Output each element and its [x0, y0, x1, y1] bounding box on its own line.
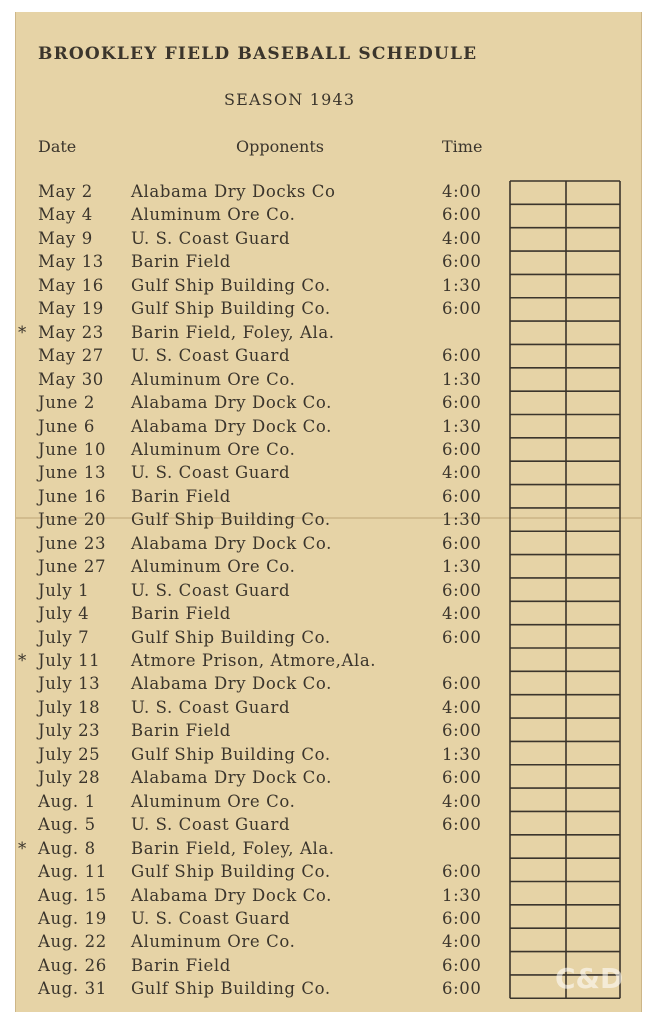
schedule-title: BROOKLEY FIELD BASEBALL SCHEDULE — [38, 44, 478, 64]
game-date: June 2 — [38, 393, 95, 413]
table-row — [0, 229, 500, 252]
game-date: July 11 — [38, 651, 101, 670]
game-opponent: Atmore Prison, Atmore,Ala. — [131, 651, 377, 670]
game-opponent: Barin Field — [131, 721, 231, 741]
game-date: Aug. 1 — [38, 791, 96, 811]
opponents-column-header: Opponents — [236, 137, 324, 156]
game-opponent: Gulf Ship Building Co. — [131, 862, 331, 882]
game-date: June 10 — [38, 439, 107, 459]
game-opponent: U. S. Coast Guard — [131, 815, 291, 835]
game-time: 6:00 — [442, 862, 482, 882]
game-opponent: Gulf Ship Building Co. — [131, 979, 331, 999]
game-opponent: Alabama Dry Dock Co. — [131, 416, 333, 436]
game-opponent: Alabama Dry Dock Co. — [131, 885, 333, 905]
table-row — [0, 276, 500, 299]
game-time: 4:00 — [442, 791, 482, 811]
game-date: Aug. 15 — [38, 885, 107, 905]
game-time: 6:00 — [442, 955, 482, 975]
game-opponent: U. S. Coast Guard — [131, 346, 291, 366]
table-row — [0, 862, 500, 885]
game-date: July 1 — [38, 580, 90, 600]
game-time: 1:30 — [442, 510, 482, 530]
game-time: 1:30 — [442, 369, 482, 389]
table-row — [0, 979, 500, 1002]
game-opponent: U. S. Coast Guard — [131, 580, 291, 600]
game-opponent: Alabama Dry Dock Co. — [131, 393, 333, 413]
game-date: Aug. 8 — [38, 838, 96, 858]
game-time: 6:00 — [442, 439, 482, 459]
game-date: May 4 — [38, 205, 93, 225]
table-row — [0, 698, 500, 721]
game-time: 6:00 — [442, 299, 482, 319]
table-row — [0, 815, 500, 838]
table-row — [0, 909, 500, 932]
game-time: 6:00 — [442, 674, 482, 694]
game-opponent: Aluminum Ore Co. — [131, 791, 296, 811]
table-row — [0, 628, 500, 651]
game-opponent: Gulf Ship Building Co. — [131, 627, 331, 647]
game-time: 6:00 — [442, 393, 482, 413]
table-row — [0, 346, 500, 369]
game-time: 6:00 — [442, 627, 482, 647]
game-opponent: Aluminum Ore Co. — [131, 205, 296, 225]
table-row — [0, 932, 500, 955]
table-row — [0, 463, 500, 486]
game-time: 6:00 — [442, 580, 482, 600]
table-row — [0, 205, 500, 228]
game-time: 6:00 — [442, 979, 482, 999]
game-opponent: Gulf Ship Building Co. — [131, 275, 331, 295]
table-row — [0, 323, 500, 346]
game-time: 1:30 — [442, 885, 482, 905]
game-time: 6:00 — [442, 721, 482, 741]
game-time: 4:00 — [442, 182, 482, 201]
game-time: 1:30 — [442, 557, 482, 577]
game-opponent: Alabama Dry Dock Co. — [131, 674, 333, 694]
game-date: May 2 — [38, 182, 93, 201]
game-opponent: U. S. Coast Guard — [131, 463, 291, 483]
game-opponent: Gulf Ship Building Co. — [131, 510, 331, 530]
game-date: June 23 — [38, 533, 107, 553]
table-row — [0, 510, 500, 533]
game-date: May 16 — [38, 275, 104, 295]
game-opponent: Barin Field — [131, 486, 231, 506]
table-row — [0, 839, 500, 862]
schedule-star-mark: * — [18, 651, 27, 670]
game-opponent: Barin Field — [131, 604, 231, 624]
game-date: Aug. 19 — [38, 908, 107, 928]
game-opponent: Aluminum Ore Co. — [131, 369, 296, 389]
game-time: 4:00 — [442, 228, 482, 248]
game-time: 6:00 — [442, 768, 482, 788]
game-opponent: Aluminum Ore Co. — [131, 932, 296, 952]
season-label: SEASON 1943 — [224, 90, 356, 109]
game-date: June 27 — [38, 557, 107, 577]
game-date: July 28 — [38, 768, 101, 788]
game-time: 4:00 — [442, 463, 482, 483]
table-row — [0, 721, 500, 744]
game-time: 4:00 — [442, 604, 482, 624]
table-row — [0, 581, 500, 604]
schedule-star-mark: * — [18, 322, 27, 342]
game-date: Aug. 26 — [38, 955, 107, 975]
game-time: 6:00 — [442, 346, 482, 366]
table-row — [0, 440, 500, 463]
game-time: 6:00 — [442, 252, 482, 272]
game-date: July 13 — [38, 674, 101, 694]
game-time: 6:00 — [442, 815, 482, 835]
game-opponent: Gulf Ship Building Co. — [131, 299, 331, 319]
table-row — [0, 768, 500, 791]
game-date: May 19 — [38, 299, 104, 319]
game-time: 6:00 — [442, 533, 482, 553]
game-opponent: U. S. Coast Guard — [131, 908, 291, 928]
score-grid — [509, 180, 624, 1000]
game-date: July 25 — [38, 744, 101, 764]
game-date: July 23 — [38, 721, 101, 741]
game-time: 6:00 — [442, 908, 482, 928]
game-date: Aug. 5 — [38, 815, 96, 835]
watermark-logo: C&D — [555, 962, 624, 995]
game-date: Aug. 31 — [38, 979, 107, 999]
table-row — [0, 674, 500, 697]
table-row — [0, 417, 500, 440]
table-row — [0, 487, 500, 510]
game-date: June 6 — [38, 416, 95, 436]
game-date: May 13 — [38, 252, 104, 272]
time-column-header: Time — [442, 137, 483, 156]
game-date: Aug. 22 — [38, 932, 107, 952]
table-row — [0, 252, 500, 275]
table-row — [0, 792, 500, 815]
table-row — [0, 182, 500, 205]
table-row — [0, 370, 500, 393]
game-date: Aug. 11 — [38, 862, 107, 882]
game-time: 1:30 — [442, 275, 482, 295]
schedule-star-mark: * — [18, 838, 27, 858]
game-time: 1:30 — [442, 416, 482, 436]
game-opponent: Alabama Dry Dock Co. — [131, 533, 333, 553]
date-column-header: Date — [38, 137, 77, 156]
game-date: July 7 — [38, 627, 90, 647]
game-opponent: Barin Field, Foley, Ala. — [131, 322, 335, 342]
game-opponent: Aluminum Ore Co. — [131, 557, 296, 577]
game-date: May 9 — [38, 228, 93, 248]
game-date: May 30 — [38, 369, 104, 389]
game-opponent: Gulf Ship Building Co. — [131, 744, 331, 764]
game-date: July 18 — [38, 697, 101, 717]
game-opponent: Aluminum Ore Co. — [131, 439, 296, 459]
game-date: June 20 — [38, 510, 107, 530]
game-time: 6:00 — [442, 486, 482, 506]
game-opponent: Barin Field, Foley, Ala. — [131, 838, 335, 858]
game-opponent: U. S. Coast Guard — [131, 228, 291, 248]
table-row — [0, 534, 500, 557]
table-row — [0, 956, 500, 979]
table-row — [0, 557, 500, 580]
game-time: 4:00 — [442, 932, 482, 952]
game-opponent: Barin Field — [131, 252, 231, 272]
table-row — [0, 651, 500, 674]
game-opponent: Alabama Dry Docks Co — [131, 182, 336, 201]
game-time: 6:00 — [442, 205, 482, 225]
game-opponent: U. S. Coast Guard — [131, 697, 291, 717]
game-opponent: Barin Field — [131, 955, 231, 975]
game-time: 4:00 — [442, 697, 482, 717]
table-row — [0, 393, 500, 416]
game-time: 1:30 — [442, 744, 482, 764]
game-date: June 16 — [38, 486, 107, 506]
game-date: May 23 — [38, 322, 104, 342]
table-row — [0, 886, 500, 909]
game-date: May 27 — [38, 346, 104, 366]
table-row — [0, 604, 500, 627]
table-row — [0, 299, 500, 322]
game-date: June 13 — [38, 463, 107, 483]
game-date: July 4 — [38, 604, 90, 624]
game-opponent: Alabama Dry Dock Co. — [131, 768, 333, 788]
table-row — [0, 745, 500, 768]
